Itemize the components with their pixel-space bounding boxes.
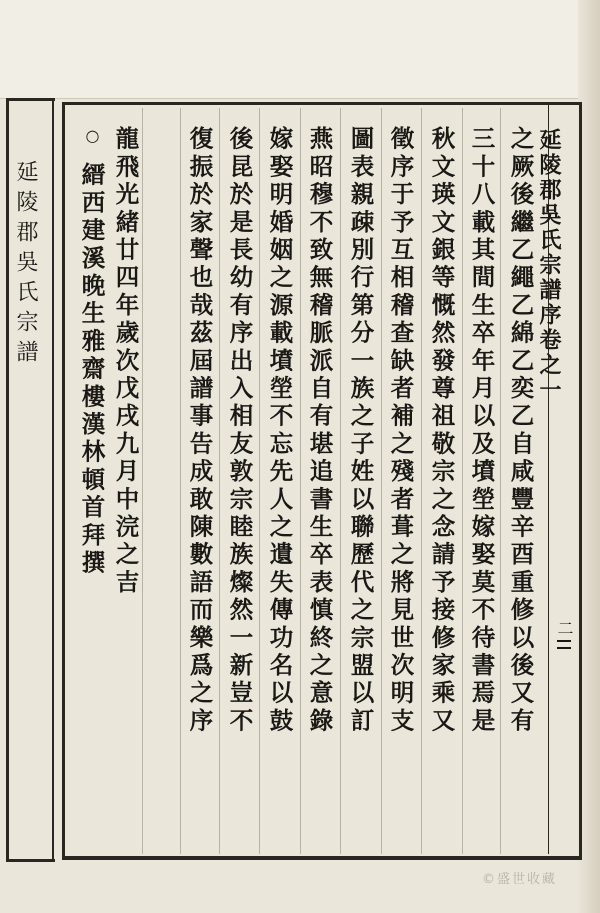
column-rule (421, 108, 422, 854)
column-rule (381, 108, 382, 854)
date-column: 龍飛光緒廿四年歲次戊戌九月中浣之吉 (111, 126, 140, 597)
text-column-1: 之厥後繼乙繩乙綿乙奕乙自咸豐辛酉重修以後又有 (506, 126, 535, 736)
watermark: ©盛世收藏 (482, 872, 558, 887)
text-column-4: 徵序于予互相稽查缺者補之殘者葺之將見世次明支 (386, 126, 415, 736)
column-rule (300, 108, 301, 854)
text-column-6: 燕昭穆不致無稽脈派自有堪追書生卒表慎終之意錄 (305, 126, 334, 736)
text-column-7: 嫁娶明婚姻之源載墳塋不忘先人之遺失傳功名以鼓 (265, 126, 294, 736)
circle-mark: ○ (83, 126, 102, 150)
column-rule (340, 108, 341, 854)
author-column: 縉西建溪晚生雅齋樓漢林頓首拜撰 (77, 162, 106, 578)
page-header-title: 延陵郡吳氏宗譜序卷之一 (536, 128, 562, 403)
column-rule (219, 108, 220, 854)
page-number-glyph: 二 (555, 620, 574, 636)
text-column-5: 圖表親疎別行第分一族之子姓以聯歷代之宗盟以訂 (346, 126, 375, 736)
column-rule (142, 108, 143, 854)
text-column-2: 三十八載其間生卒年月以及墳塋嫁娶莫不待書焉是 (467, 126, 496, 736)
left-margin-title: 延陵郡吳氏宗譜 (13, 160, 38, 370)
column-rule (462, 108, 463, 854)
column-rule (259, 108, 260, 854)
column-rule (500, 108, 501, 854)
bottom-double-rule (62, 856, 582, 857)
upper-leaf (0, 0, 600, 99)
text-column-3: 秋文瑛文銀等慨然發尊祖敬宗之念請予接修家乘又 (427, 126, 456, 736)
text-column-8: 後昆於是長幼有序出入相友敦宗睦族燦然一新豈不 (225, 126, 254, 736)
left-frame-rule (52, 98, 54, 862)
text-column-9: 復振於家聲也哉茲屆譜事告成敢陳數語而樂爲之序 (185, 126, 214, 736)
page-number (557, 640, 571, 654)
column-rule (180, 108, 181, 854)
